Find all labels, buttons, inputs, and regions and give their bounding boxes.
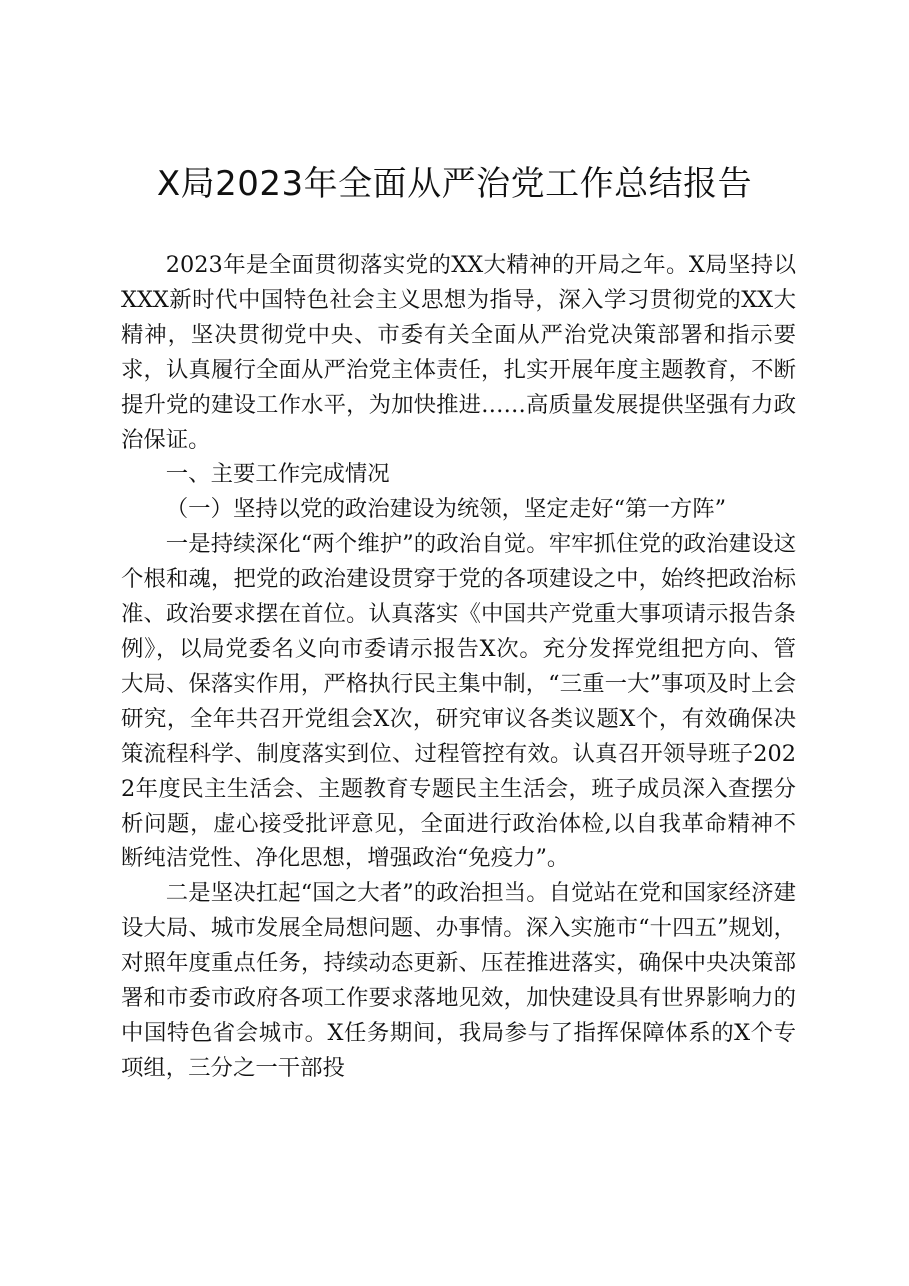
- document-body: [121, 248, 796, 1086]
- body-paragraph-1: 一是持续深化“两个维护”的政治自觉。牢牢抓住党的政治建设这个根和魂，把党的政治建设贯穿于党的各项建设之中，始终把政治标准、政治要求摆在首位。认真落实《中国共产党重大事项请示报告条例》，以局党委名义向市委请示报告X次。充分发挥党组把方向、管大局、保落实作用，严格执行民主集中制，“三重一大”事项及时上会研究，全年共召开党组会X次，研究审议各类议题X个，有效确保决策流程科学、制度落实到位、过程管控有效。认真召开领导班子2022年度民主生活会、主题教育专题民主生活会，班子成员深入查摆分析问题，虚心接受批评意见，全面进行政治体检,以自我革命精神不断纯洁党性、净化思想，增强政治“免疫力”。: [121, 531, 796, 872]
- section-heading: 一、主要工作完成情况: [165, 461, 390, 488]
- document-title: X局2023年全面从严治党工作总结报告: [156, 164, 753, 204]
- body-paragraph-2: 二是坚决扛起“国之大者”的政治担当。自觉站在党和国家经济建设大局、城市发展全局想问题、办事情。深入实施市“十四五”规划，对照年度重点任务，持续动态更新、压茬推进落实，确保中央决策部署和市委市政府各项工作要求落地见效，加快建设具有世界影响力的中国特色省会城市。X任务期间，我局参与了指挥保障体系的X个专项组，三分之一干部投: [121, 880, 796, 1081]
- intro-paragraph: 2023年是全面贯彻落实党的XX大精神的开局之年。X局坚持以XXX新时代中国特色社会主义思想为指导，深入学习贯彻党的XX大精神，坚决贯彻党中央、市委有关全面从严治党决策部署和指示要求，认真履行全面从严治党主体责任，扎实开展年度主题教育，不断提升党的建设工作水平，为加快推进……高质量发展提供坚强有力政治保证。: [121, 252, 796, 453]
- subsection-heading: （一）坚持以党的政治建设为统领，坚定走好“第一方阵”: [165, 496, 727, 523]
